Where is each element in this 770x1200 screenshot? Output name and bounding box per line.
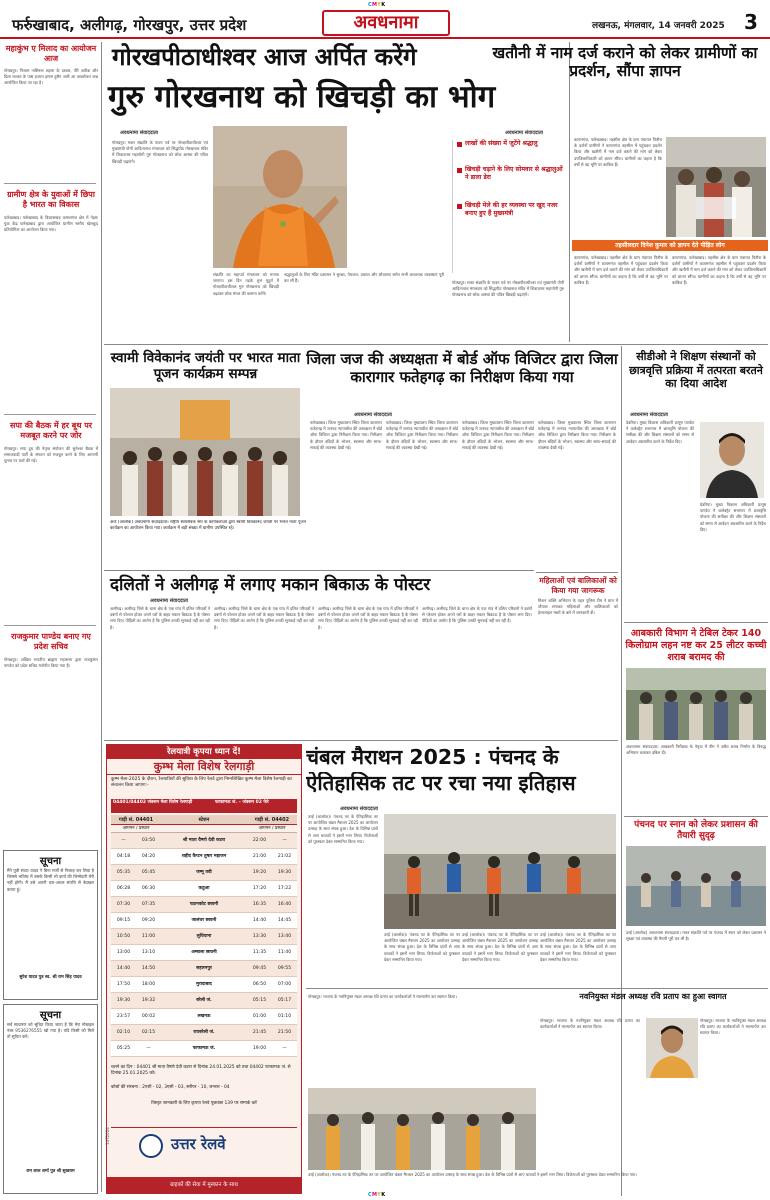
left-story-3-title: सपा की बैठक में हर बूथ पर मजबूत करने पर जोर <box>9 421 93 440</box>
bullet-square-icon <box>457 168 462 173</box>
cdo-body-1: देवरिया। मुख्य विकास अधिकारी प्रत्यूष पाण्डेय ने कलेक्ट्रेट सभागार में छात्रवृत्ति योजना की समीक्षा की और शिक्षण संस्थानों को समय से आवेदन अग्रसारित करने के निर्देश दिए। <box>626 420 694 444</box>
rail-intro: कुम्भ मेला-2025 के दौरान, रेलयात्रियों की सुविधा के लिए रेलवे द्वारा निम्नलिखित कुम्भ मेला विशेष रेलगाड़ी का संचालन किया जाएगा:- <box>111 777 292 789</box>
excise-headline: आबकारी विभाग ने टेबिल टेकर 140 किलोग्राम लहन नष्ट कर 25 लीटर कच्ची शराब बरामद की <box>625 628 767 663</box>
rail-station-cell: अम्बाला छावनी <box>191 950 217 955</box>
rail-footnote: विस्तृत जानकारी के लिए कृपया रेलवे पूछताछ 139 पर सम्पर्क करें <box>151 1101 257 1106</box>
ias-photo <box>308 1088 536 1170</box>
cdo-body-2: देवरिया। मुख्य विकास अधिकारी प्रत्यूष पाण्डेय ने कलेक्ट्रेट सभागार में छात्रवृत्ति योजना की समीक्षा की और शिक्षण संस्थानों को समय से आवेदन अग्रसारित करने के निर्देश दिए। <box>700 502 766 532</box>
rail-time-cell: — <box>282 1046 287 1051</box>
rail-table-row <box>111 1025 297 1041</box>
rail-time-cell: 14:45 <box>277 918 292 923</box>
rail-station-cell: कठुआ <box>198 886 210 891</box>
rail-time-cell: 09:55 <box>277 966 292 971</box>
welcome-ceremony-image <box>308 1088 536 1170</box>
cdo-byline: अवधनामा संवाददाता <box>630 412 668 418</box>
bullet-square-icon <box>457 142 462 147</box>
rail-time-cell: — <box>282 838 287 843</box>
rail-table-row <box>111 913 297 929</box>
lead-headline-1: गोरखपीठाधीश्वर आज अर्पित करेंगे <box>112 43 417 71</box>
rail-table-row <box>111 865 297 881</box>
ias-portrait <box>646 1018 698 1078</box>
notice-1-title: सूचना <box>39 856 62 867</box>
rail-time-cell: 00:02 <box>141 1014 156 1019</box>
panchnad-headline: पंचनद पर स्नान को लेकर प्रशासन की तैयारी सुदृढ़ <box>634 820 758 841</box>
dalit-body-1: अलीगढ़। अलीगढ़ जिले के थाना क्षेत्र के एक गांव में दलित परिवारों ने दबंगों से परेशान होकर अपने घरों के बाहर मकान बिकाऊ है के पोस्टर लगा दिए। पीड़ितों का आरोप है कि पुलिस उनकी सुनवाई नहीं कर रही है। <box>110 606 210 630</box>
railway-logo-icon <box>139 1134 163 1158</box>
dateline: लखनऊ, मंगलवार, 14 जनवरी 2025 <box>592 21 725 31</box>
rail-table-head: गाड़ी सं. 04401 स्टेशन गाड़ी सं. 04402 <box>111 815 297 825</box>
rail-time-cell: 11:00 <box>141 934 156 939</box>
rail-station-cell: रायबरेली जं. <box>193 1030 215 1035</box>
masthead-title: अवधनामा <box>353 12 419 33</box>
khatauni-caption-bar: तहसीलदार दिनेश कुमार को ज्ञापन देते पीड़ित लोग <box>572 240 768 251</box>
rail-time-cell: 19:30 <box>116 998 131 1003</box>
khatauni-byline: अवधनामा संवाददाता <box>505 130 543 136</box>
chambal-body-3: उरई (आलोक)। पंचनद तट के ऐतिहासिक तट पर आयोजित चंबल मैराथन 2025 का आयोजन उत्साह के साथ संपन्न हुआ। देश के विभिन्न प्रांतों से आए धावकों ने इसमें भाग लिया। विजेताओं को पुरस्कार देकर सम्मानित किया गया। <box>462 932 538 962</box>
rail-time-cell: 10:50 <box>116 934 131 939</box>
rail-advert <box>106 744 302 1194</box>
rail-station-cell: फाफामऊ जं. <box>192 1046 216 1051</box>
rail-time-cell: 13:30 <box>252 934 267 939</box>
left-story-2-title: ग्रामीण क्षेत्र के युवाओं में छिपा है भारत का विकास <box>7 190 95 209</box>
notice-1-body: मैंने पुत्री संध्या यादव ने बिना मर्जी से निकाह कर लिया है जिससे भविष्य में उसके किसी भी कार्य की जिम्मेदारी मेरी नहीं होगी। मैं उसे अपनी चल-अचल संपत्ति से बेदखल करता हूं। <box>7 868 94 892</box>
rail-logo-text: उत्तर रेलवे <box>171 1135 226 1153</box>
rail-table-row <box>111 993 297 1009</box>
notice-2-sign: राम लाल शर्मा पुत्र श्री सुखराम <box>26 1169 75 1174</box>
rail-table-row <box>111 849 297 865</box>
dalit-body-4: अलीगढ़। अलीगढ़ जिले के थाना क्षेत्र के एक गांव में दलित परिवारों ने दबंगों से परेशान होकर अपने घरों के बाहर मकान बिकाऊ है के पोस्टर लगा दिए। पीड़ितों का आरोप है कि पुलिस उनकी सुनवाई नहीं कर रही है। <box>422 606 532 624</box>
lead-byline: अवधनामा संवाददाता <box>120 130 158 136</box>
rail-time-cell: 05:35 <box>116 870 131 875</box>
cmyk-bottom-mark: CMYK <box>368 1192 386 1198</box>
excise-photo <box>626 668 766 740</box>
excise-body: अवधनामा संवाददाता। आबकारी निरीक्षक के नेतृत्व में टीम ने अवैध शराब निर्माण के विरुद्ध अभियान चलाकर दबिश दी। <box>626 744 766 756</box>
rail-station-cell: लुधियाना <box>196 934 212 939</box>
cdo-headline: सीडीओ ने शिक्षण संस्थानों को छात्रवृत्ति प्रक्रिया में तत्परता बरतने का दिया आदेश <box>629 350 763 390</box>
page-header <box>0 10 770 36</box>
lead-body-col-4: गोरखपुर। मकर संक्रांति के पावन पर्व पर गोरक्षपीठाधीश्वर एवं मुख्यमंत्री योगी आदित्यनाथ मंगलवार को सिद्धपीठ गोरखनाथ मंदिर में शिवावतार महायोगी गुरु गोरखनाथ को लोक आस्था की पवित्र खिचड़ी चढ़ाएंगे। <box>452 280 564 298</box>
left-story-1-title: महाकुंभ ए मिलाद का आयोजन आज <box>5 44 97 63</box>
dalit-headline: दलितों ने अलीगढ़ में लगाए मकान बिकाऊ के पोस्टर <box>110 575 431 595</box>
chambal-body-4: उरई (आलोक)। पंचनद तट के ऐतिहासिक तट पर आयोजित चंबल मैराथन 2025 का आयोजन उत्साह के साथ संपन्न हुआ। देश के विभिन्न प्रांतों से आए धावकों ने इसमें भाग लिया। विजेताओं को पुरस्कार देकर सम्मानित किया गया। <box>540 932 616 962</box>
left-story-4-title: राजकुमार पाण्डेय बनाए गए प्रदेश सचिव <box>11 632 91 651</box>
rail-table-row <box>111 945 297 961</box>
women-headline: महिलाओं एवं बालिकाओं को किया गया जागरूक <box>539 576 617 595</box>
dalit-body-2: अलीगढ़। अलीगढ़ जिले के थाना क्षेत्र के एक गांव में दलित परिवारों ने दबंगों से परेशान होकर अपने घरों के बाहर मकान बिकाऊ है के पोस्टर लगा दिए। पीड़ितों का आरोप है कि पुलिस उनकी सुनवाई नहीं कर रही है। <box>214 606 314 630</box>
jail-body-2: फर्रुखाबाद। जिला मुख्यालय स्थित जिला कारागार फतेहगढ़ में जनपद न्यायाधीश की अध्यक्षता में बोर्ड ऑफ विजिटर द्वारा निरीक्षण किया गया। निरीक्षण के दौरान बंदियों के भोजन, स्वास्थ्य और साफ-सफाई की व्यवस्था देखी गई। <box>386 420 458 450</box>
rail-table-subhead: आगमन / प्रस्थान आगमन / प्रस्थान <box>111 825 297 833</box>
khatauni-headline: खतौनी में नाम दर्ज कराने को लेकर ग्रामीणों का प्रदर्शन, सौंपा ज्ञापन <box>492 44 758 80</box>
rail-time-cell: 17:50 <box>116 982 131 987</box>
edition-line: फर्रुखाबाद, अलीगढ़, गोरखपुर, उत्तर प्रदेश <box>12 16 247 34</box>
left-story-2-body: फर्रुखाबाद। फर्रुखाबाद के विकासखंड कमालगंज क्षेत्र में नेहरू युवा केंद्र फर्रुखाबाद द्वारा आयोजित ग्रामीण स्तरीय खेलकूद प्रतियोगिता का आयोजन किया गया। <box>4 215 98 233</box>
khatauni-body-3: कायमगंज, फर्रुखाबाद। तहसील क्षेत्र के ग्राम पंचायत पितौरा के दर्जनों ग्रामीणों ने कायमगंज तहसील में पहुंचकर प्रदर्शन किया और खतौनी में नाम दर्ज कराने की मांग को लेकर उपजिलाधिकारी को ज्ञापन सौंपा। ग्रामीणों का कहना है कि वर्षों से वह भूमि पर काबिज हैं। <box>672 255 766 285</box>
rail-time-cell: 13:00 <box>116 950 131 955</box>
rail-station-cell: श्री माता वैष्णो देवी कटरा <box>182 838 226 843</box>
raid-team-image <box>626 668 766 740</box>
women-body: मिशन शक्ति अभियान के तहत पुलिस टीम ने ग्राम में चौपाल लगाकर महिलाओं और बालिकाओं को हेल्पलाइन नंबरों के बारे में जानकारी दी। <box>538 598 618 616</box>
rail-time-cell: 14:40 <box>116 966 131 971</box>
lead-body-col-2: संक्रांति का महापर्व मंगलवार को मनाया जाएगा। इस दिन तड़के शुभ मुहूर्त में गोरक्षपीठाधीश्वर गुरु गोरखनाथ को खिचड़ी चढ़ाकर लोक मंगल की कामना करेंगे। <box>213 272 279 296</box>
notice-2-body: सर्व साधारण को सूचित किया जाता है कि मेरा मोबाइल नंबर 9536276555 खो गया है। यदि किसी को मिले तो सूचित करें। <box>7 1022 94 1040</box>
left-divider-1 <box>4 183 96 184</box>
rail-time-cell: 21:02 <box>277 854 292 859</box>
rail-train-header: 04401/04402 जंक्शन मेला विशेष रेलगाड़ी फाफामऊ जं. – जंक्शन 02 फेरे <box>111 799 297 813</box>
rail-time-cell: — <box>146 1046 151 1051</box>
row-1-rule <box>104 344 768 345</box>
rail-time-cell: 07:00 <box>277 982 292 987</box>
cdo-photo <box>700 422 764 498</box>
river-ghat-image <box>626 846 766 926</box>
rail-time-cell: 17:22 <box>277 886 292 891</box>
chambal-body-1: उरई (आलोक)। पंचनद तट के ऐतिहासिक तट पर आयोजित चंबल मैराथन 2025 का आयोजन उत्साह के साथ संपन्न हुआ। देश के विभिन्न प्रांतों से आए धावकों ने इसमें भाग लिया। विजेताओं को पुरस्कार देकर सम्मानित किया गया। <box>308 814 378 844</box>
rail-table-row <box>111 977 297 993</box>
chambal-headline-1: चंबल मैराथन 2025 : पंचनद के <box>306 746 559 769</box>
rail-time-cell: 06:50 <box>252 982 267 987</box>
left-column-rule <box>101 42 102 1192</box>
gathering-image <box>110 388 300 516</box>
rail-logo-area <box>111 1127 297 1165</box>
rail-time-cell: 19:00 <box>252 1046 267 1051</box>
rail-time-cell: 06:30 <box>141 886 156 891</box>
rail-banner: रेलयात्री कृपया ध्यान दें! <box>107 745 301 759</box>
rail-side-label: 1472024 <box>105 1127 110 1145</box>
excise-rule <box>624 622 768 623</box>
rail-timetable <box>111 815 297 1057</box>
jail-headline: जिला जज की अध्यक्षता में बोर्ड ऑफ विजिटर द्वारा जिला कारागार फतेहगढ़ का निरीक्षण किया गया <box>306 350 618 386</box>
ias-headline: नवनियुक्त मंडल अध्यक्ष रवि प्रताप का हुआ स्वागत <box>579 992 727 1001</box>
rail-time-cell: 07:35 <box>141 902 156 907</box>
rail-time-cell: 05:17 <box>277 998 292 1003</box>
rail-time-cell: 21:45 <box>252 1030 267 1035</box>
rail-time-cell: 02:15 <box>141 1030 156 1035</box>
rail-tagline: ग्राहकों की सेवा में मुस्कान के साथ <box>107 1177 301 1193</box>
row-4-rule <box>306 988 768 989</box>
jail-byline: अवधनामा संवाददाता <box>354 412 392 418</box>
rail-time-cell: 13:40 <box>277 934 292 939</box>
rail-time-cell: 07:30 <box>116 902 131 907</box>
rail-station-cell: बरेली जं. <box>196 998 212 1003</box>
lead-photo-yogi <box>213 126 347 268</box>
rail-time-cell: 04:18 <box>116 854 131 859</box>
left-divider-2 <box>4 414 96 415</box>
bottom-caption: उरई (आलोक)। पंचनद तट के ऐतिहासिक तट पर आयोजित चंबल मैराथन 2025 का आयोजन उत्साह के साथ संपन्न हुआ। देश के विभिन्न प्रांतों से आए धावकों ने इसमें भाग लिया। विजेताओं को पुरस्कार देकर सम्मानित किया गया। <box>308 1172 637 1177</box>
rail-time-cell: 13:10 <box>141 950 156 955</box>
rail-time-cell: 19:30 <box>277 870 292 875</box>
rail-table-row <box>111 897 297 913</box>
rail-coach: कोचों की संरचना : 2एसी - 02, 3एसी - 03, स्लीपर - 10, जनरल - 04 <box>111 1085 230 1090</box>
khatauni-body: कायमगंज, फर्रुखाबाद। तहसील क्षेत्र के ग्राम पंचायत पितौरा के दर्जनों ग्रामीणों ने कायमगंज तहसील में पहुंचकर प्रदर्शन किया और खतौनी में नाम दर्ज कराने की मांग को लेकर उपजिलाधिकारी को ज्ञापन सौंपा। ग्रामीणों का कहना है कि वर्षों से वह भूमि पर काबिज हैं। <box>574 137 662 167</box>
rail-time-cell: 16:35 <box>252 902 267 907</box>
rail-time-cell: 09:20 <box>141 918 156 923</box>
page-number: 3 <box>744 10 758 34</box>
left-column <box>0 40 100 1190</box>
masthead-logo <box>322 10 450 36</box>
person-portrait-image <box>646 1018 698 1078</box>
rail-time-cell: 05:15 <box>252 998 267 1003</box>
khatauni-body-2: कायमगंज, फर्रुखाबाद। तहसील क्षेत्र के ग्राम पंचायत पितौरा के दर्जनों ग्रामीणों ने कायमगंज तहसील में पहुंचकर प्रदर्शन किया और खतौनी में नाम दर्ज कराने की मांग को लेकर उपजिलाधिकारी को ज्ञापन सौंपा। ग्रामीणों का कहना है कि वर्षों से वह भूमि पर काबिज हैं। <box>574 255 668 285</box>
lead-headline-2: गुरु गोरखनाथ को खिचड़ी का भोग <box>108 79 496 115</box>
left-story-4-body: गोरखपुर। अखिल भारतीय ब्राह्मण महासभा द्वारा राजकुमार पाण्डेय को प्रदेश सचिव मनोनीत किया गया है। <box>4 657 98 669</box>
rail-time-cell: 04:20 <box>141 854 156 859</box>
notice-box-2 <box>3 1004 98 1194</box>
rail-time-cell: 16:40 <box>277 902 292 907</box>
rail-time-cell: 14:50 <box>141 966 156 971</box>
rail-time-cell: 03:50 <box>141 838 156 843</box>
chambal-body-2: उरई (आलोक)। पंचनद तट के ऐतिहासिक तट पर आयोजित चंबल मैराथन 2025 का आयोजन उत्साह के साथ संपन्न हुआ। देश के विभिन्न प्रांतों से आए धावकों ने इसमें भाग लिया। विजेताओं को पुरस्कार देकर सम्मानित किया गया। <box>384 932 460 962</box>
rail-station-cell: मुरादाबाद <box>196 982 212 987</box>
rail-table-row <box>111 1041 297 1057</box>
rail-time-cell: 23:57 <box>116 1014 131 1019</box>
vivekananda-caption: अर्ज (आलोक) अवधनामा संवाददाता। राष्ट्रीय स्वयंसेवक संघ के कार्यकर्ताओं द्वारा स्वामी विवेकानंद जयंती पर भारत माता पूजन कार्यक्रम का आयोजन किया गया। कार्यक्रम में बड़ी संख्या में ग्रामीण उपस्थित रहे। <box>110 520 306 532</box>
ias-body-2: गोरखपुर। भाजपा के नवनियुक्त मंडल अध्यक्ष रवि प्रताप का कार्यकर्ताओं ने माल्यार्पण कर स्वागत किया। <box>540 1018 640 1030</box>
rail-time-cell: 11:40 <box>277 950 292 955</box>
lead-bullet-box: लाखों की संख्या में जुटेंगे श्रद्धालु खिचड़ी चढ़ाने के लिए सोमवार से श्रद्धालुओं ने डाला डेरा खिचड़ी मेले की हर व्यवस्था पर खुद नजर बनाए हुए हैं मुख्यमंत्री <box>452 140 564 273</box>
chambal-headline-2: ऐतिहासिक तट पर रचा नया इतिहास <box>306 772 576 795</box>
left-story-3-body: गोरखपुर। सपा दूथ की नेतृत्व संयोजन की सुनेश्वर बैठक में समाजवादी पार्टी के संगठन को मजबूत करने के लिए आगामी चुनाव पर चर्चा की गई। <box>4 446 98 464</box>
vivekananda-photo <box>110 388 300 516</box>
rail-time-cell: 18:00 <box>141 982 156 987</box>
rail-table-row <box>111 1009 297 1025</box>
ias-body: गोरखपुर। भाजपा के नवनियुक्त मंडल अध्यक्ष रवि प्रताप का कार्यकर्ताओं ने माल्यार्पण कर स्वागत किया। <box>308 994 457 999</box>
rail-station-cell: जम्मू तवी <box>196 870 212 875</box>
notice-2-title: सूचना <box>39 1010 62 1021</box>
rail-time-cell: 05:25 <box>116 1046 131 1051</box>
dalit-body-3: अलीगढ़। अलीगढ़ जिले के थाना क्षेत्र के एक गांव में दलित परिवारों ने दबंगों से परेशान होकर अपने घरों के बाहर मकान बिकाऊ है के पोस्टर लगा दिए। पीड़ितों का आरोप है कि पुलिस उनकी सुनवाई नहीं कर रही है। <box>318 606 418 630</box>
rail-time-cell: 09:15 <box>116 918 131 923</box>
row-3-rule <box>104 740 618 741</box>
rail-station-cell: शहीद कैप्टन तुषार महाजन <box>181 854 227 859</box>
officer-portrait-image <box>700 422 764 498</box>
rail-time-cell: 06:28 <box>116 886 131 891</box>
rail-table-row <box>111 961 297 977</box>
rail-time-cell: — <box>121 838 126 843</box>
chambal-byline: अवधनामा संवाददाता <box>340 806 378 812</box>
panchnad-rule <box>624 816 768 817</box>
rail-table-row <box>111 929 297 945</box>
jail-body-1: फर्रुखाबाद। जिला मुख्यालय स्थित जिला कारागार फतेहगढ़ में जनपद न्यायाधीश की अध्यक्षता में बोर्ड ऑफ विजिटर द्वारा निरीक्षण किया गया। निरीक्षण के दौरान बंदियों के भोजन, स्वास्थ्य और साफ-सफाई की व्यवस्था देखी गई। <box>310 420 382 450</box>
left-divider-3 <box>4 625 96 626</box>
notice-box-1 <box>3 850 98 1000</box>
rail-time-cell: 01:00 <box>252 1014 267 1019</box>
dalit-byline: अवधनामा संवाददाता <box>150 598 188 604</box>
rail-station-cell: सहारनपुर <box>196 966 212 971</box>
portrait-image <box>213 126 347 268</box>
rail-time-cell: 21:50 <box>277 1030 292 1035</box>
ias-body-3: गोरखपुर। भाजपा के नवनियुक्त मंडल अध्यक्ष रवि प्रताप का कार्यकर्ताओं ने माल्यार्पण कर स्वागत किया। <box>700 1018 766 1036</box>
cmyk-top-mark: CMYK <box>368 2 386 8</box>
bullet-square-icon <box>457 204 462 209</box>
women-rule <box>536 572 618 573</box>
rail-table-row <box>111 833 297 849</box>
rail-time-cell: 21:00 <box>252 854 267 859</box>
chambal-photo <box>384 814 616 929</box>
rail-time-cell: 19:32 <box>141 998 156 1003</box>
rail-table-body <box>111 833 297 1057</box>
crowd-image <box>666 137 766 237</box>
notice-1-sign: सुरेश यादव पुत्र स्व. श्री राम सिंह यादव <box>19 975 82 980</box>
rail-time-cell: 14:40 <box>252 918 267 923</box>
rail-time-cell: 19:20 <box>252 870 267 875</box>
rail-time-cell: 22:00 <box>252 838 267 843</box>
lead-body-col-3: श्रद्धालुओं के लिए मंदिर प्रशासन ने सुरक्षा, पेयजल, प्रकाश और शौचालय समेत सभी आवश्यक व्यवस्थाएं पूरी कर ली हैं। <box>284 272 444 284</box>
rail-time-cell: 17:20 <box>252 886 267 891</box>
left-story-1-body: गोरखपुर। निजाम नासिरुल शहला के दरबार, पीरे अतीक और दिला लश्कर के पास हजरत इमाम हुसैन अली आ अवलोकन जश्न आयोजित किया जा रहा है। <box>4 68 98 86</box>
row-2-rule <box>104 570 534 571</box>
khatauni-column-rule <box>569 42 570 342</box>
rail-subtitle: कुम्भ मेला विशेष रेलगाड़ी <box>107 759 301 775</box>
jail-body-4: फर्रुखाबाद। जिला मुख्यालय स्थित जिला कारागार फतेहगढ़ में जनपद न्यायाधीश की अध्यक्षता में बोर्ड ऑफ विजिटर द्वारा निरीक्षण किया गया। निरीक्षण के दौरान बंदियों के भोजन, स्वास्थ्य और साफ-सफाई की व्यवस्था देखी गई। <box>538 420 616 450</box>
rail-station-cell: जालंधर छावनी <box>191 918 217 923</box>
rail-station-cell: लखनऊ <box>197 1014 211 1019</box>
jail-body-3: फर्रुखाबाद। जिला मुख्यालय स्थित जिला कारागार फतेहगढ़ में जनपद न्यायाधीश की अध्यक्षता में बोर्ड ऑफ विजिटर द्वारा निरीक्षण किया गया। निरीक्षण के दौरान बंदियों के भोजन, स्वास्थ्य और साफ-सफाई की व्यवस्था देखी गई। <box>462 420 534 450</box>
rail-table-row <box>111 881 297 897</box>
lead-body-col-1: गोरखपुर। मकर संक्रांति के पावन पर्व पर गोरक्षपीठाधीश्वर एवं मुख्यमंत्री योगी आदित्यनाथ मंगलवार को सिद्धपीठ गोरखनाथ मंदिर में शिवावतार महायोगी गुरु गोरखनाथ को लोक आस्था की पवित्र खिचड़ी चढ़ाएंगे। <box>112 140 208 164</box>
panchnad-caption: उरई (आलोक) अवधनामा संवाददाता। मकर संक्रांति पर्व पर पंचनद में स्नान को लेकर प्रशासन ने सुरक्षा एवं व्यवस्था की तैयारी पूरी कर ली है। <box>626 930 766 942</box>
rail-time-cell: 11:35 <box>252 950 267 955</box>
rail-time-cell: 09:45 <box>252 966 267 971</box>
panchnad-photo <box>626 846 766 926</box>
rail-days: चलने का दिन : 04401 श्री माता वैष्णो देवी कटरा से दिनांक 24.01.2025 को तथा 04402 फाफामऊ जं. से दिनांक 25.01.2025 को। <box>111 1065 291 1076</box>
khatauni-photo <box>666 137 766 237</box>
rail-time-cell: 02:10 <box>116 1030 131 1035</box>
rail-time-cell: 01:10 <box>277 1014 292 1019</box>
rail-station-cell: पठानकोट छावनी <box>189 902 219 907</box>
vivekananda-headline: स्वामी विवेकानंद जयंती पर भारत माता पूजन कार्यक्रम सम्पन्न <box>110 350 301 382</box>
marathon-runners-image <box>384 814 616 929</box>
rail-time-cell: 05:45 <box>141 870 156 875</box>
header-rule <box>0 37 770 39</box>
